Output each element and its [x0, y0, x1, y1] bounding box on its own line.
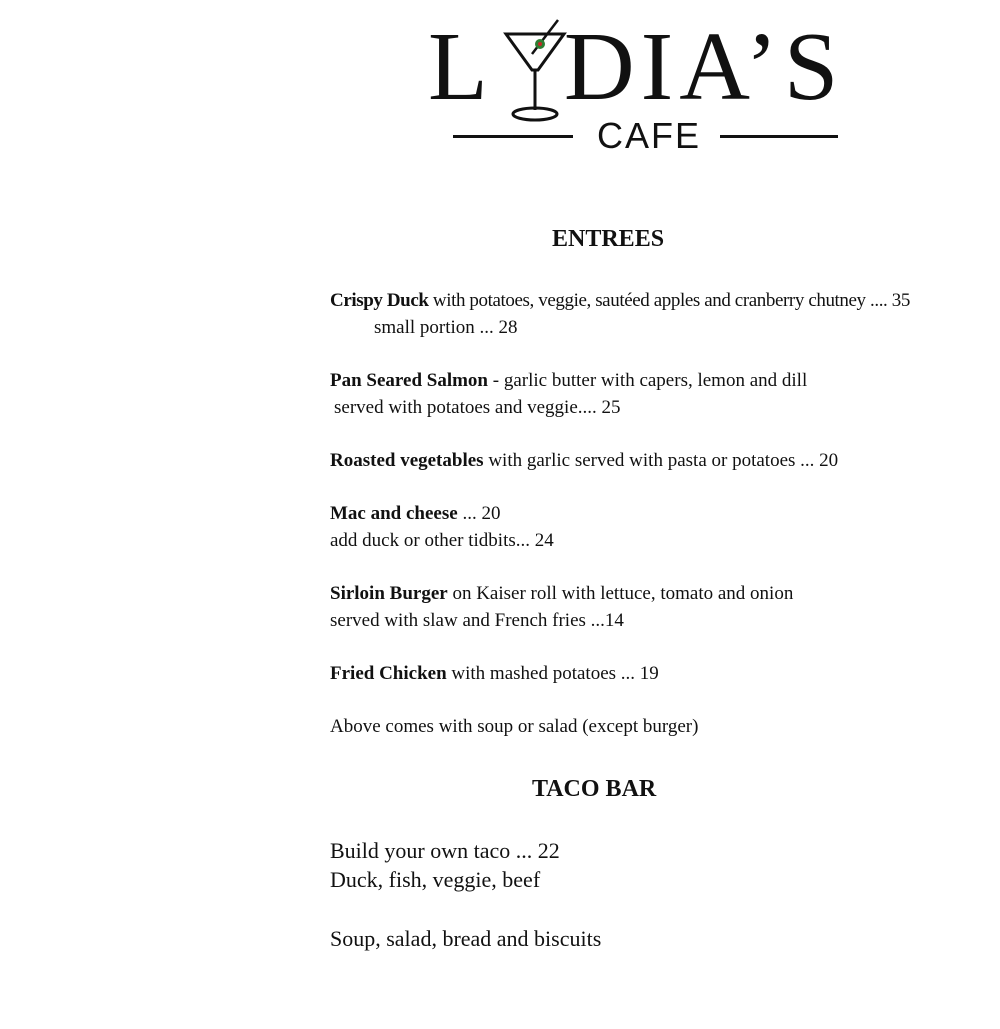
- item-name: Fried Chicken: [330, 663, 447, 684]
- taco-bar-line: Build your own taco ... 22: [330, 838, 560, 863]
- entrees-note: Above comes with soup or salad (except burger): [330, 716, 699, 737]
- logo-wordmark: L DIA’S: [428, 13, 845, 121]
- menu-item-sub-line: served with slaw and French fries ...14: [330, 610, 624, 631]
- menu-item-sub-line: add duck or other tidbits... 24: [330, 530, 554, 551]
- item-name: Mac and cheese: [330, 503, 458, 524]
- menu-item-sub-line: served with potatoes and veggie.... 25: [334, 397, 621, 418]
- item-name: Roasted vegetables: [330, 450, 484, 471]
- menu-item-pan-seared-salmon: [330, 369, 807, 393]
- menu-item-sirloin-burger: [330, 582, 793, 606]
- menu-item-fried-chicken: [330, 662, 659, 686]
- taco-bar-line: Duck, fish, veggie, beef: [330, 867, 541, 892]
- taco-bar-line: Soup, salad, bread and biscuits: [330, 926, 602, 951]
- logo-subtitle-row: [428, 115, 868, 158]
- item-description: with potatoes, veggie, sautéed apples and cranberry chutney .... 35: [428, 290, 910, 311]
- item-name: Sirloin Burger: [330, 583, 448, 604]
- item-name: Pan Seared Salmon: [330, 370, 489, 391]
- entrees-heading: ENTREES: [552, 226, 665, 252]
- item-description: on Kaiser roll with lettuce, tomato and onion: [447, 583, 794, 604]
- martini-glass-icon: [498, 18, 572, 128]
- logo-subtitle: CAFE: [596, 115, 701, 156]
- taco-bar-heading: TACO BAR: [532, 776, 657, 802]
- item-description: - garlic butter with capers, lemon and dill: [488, 370, 808, 391]
- cafe-logo: [428, 13, 868, 158]
- item-description: ... 20: [457, 503, 501, 524]
- item-description: with mashed potatoes ... 19: [446, 663, 659, 684]
- item-name: Crispy Duck: [330, 290, 429, 311]
- menu-item-mac-and-cheese: [330, 502, 500, 526]
- menu-item-sub-line: small portion ... 28: [374, 317, 518, 338]
- menu-item-crispy-duck: [330, 289, 910, 313]
- item-description: with garlic served with pasta or potatoes ... 20: [483, 450, 839, 471]
- logo-rule-left: [453, 135, 573, 138]
- menu-item-roasted-vegetables: [330, 449, 838, 473]
- logo-rule-right: [720, 135, 838, 138]
